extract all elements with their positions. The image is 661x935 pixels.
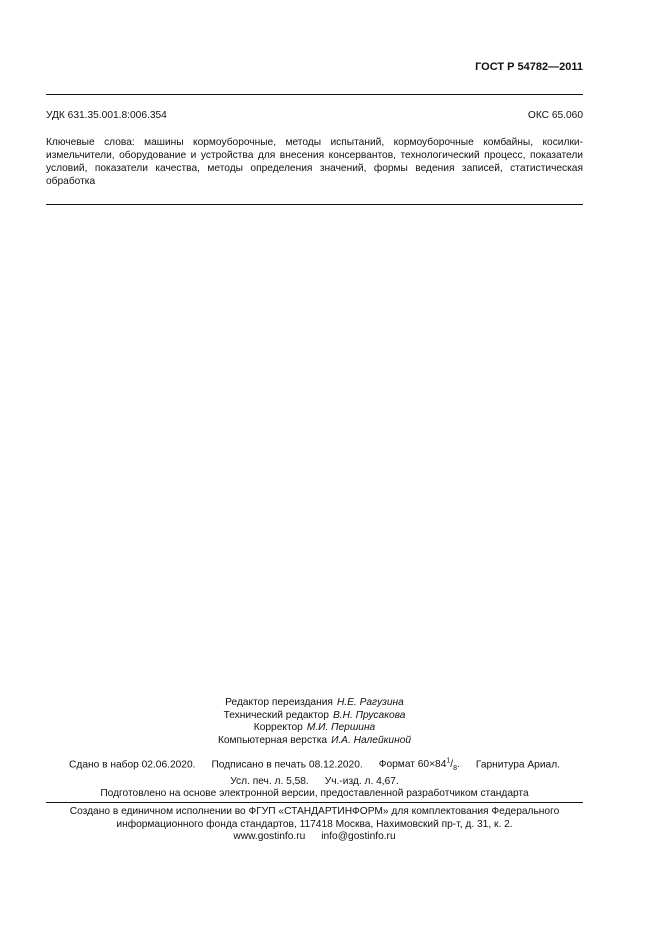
standard-number: ГОСТ Р 54782—2011 (475, 61, 583, 73)
keywords: Ключевые слова: машины кормоуборочные, методы испытаний, кормоуборочные комбайны, косилки-измельчители, оборудование и устройства для внесения консервантов, технологический процесс, показатели условий, показатели качества, методы определения значений, формы ведения записей, статистическая обработка (46, 137, 583, 187)
conventional-sheets: Усл. печ. л. 5,58. (230, 775, 309, 787)
signed-date: Подписано в печать 08.12.2020. (211, 759, 363, 771)
oks-code: ОКС 65.060 (527, 110, 583, 121)
print-info (46, 756, 583, 801)
publisher-footer (46, 806, 583, 844)
credit-role: Технический редактор (223, 709, 329, 721)
prepared-note: Подготовлено на основе электронной версии, предоставленной разработчиком стандарта (100, 788, 529, 800)
format-suffix: . (457, 759, 460, 771)
credit-name: М.И. Першина (306, 722, 376, 733)
divider (46, 94, 583, 95)
footer-line: информационного фонда стандартов, 117418 Москва, Нахимовский пр-т, д. 31, к. 2. (116, 818, 513, 830)
credit-name: И.А. Налейкиной (331, 734, 412, 746)
format-prefix: Формат 60×84 (378, 759, 447, 771)
credit-name: Н.Е. Рагузина (336, 697, 404, 708)
print-line-2 (46, 776, 583, 789)
credit-line (46, 735, 583, 748)
paper-format: Формат $60\times 84^1/_8$. (378, 758, 460, 773)
publishing-sheets: Уч.-изд. л. 4,67. (324, 775, 399, 787)
credit-line (46, 710, 583, 723)
format-denominator: 8 (453, 765, 458, 773)
divider (46, 204, 583, 205)
credit-role: Редактор переиздания (225, 697, 333, 708)
credit-role: Компьютерная верстка (217, 734, 328, 746)
credit-line (46, 722, 583, 735)
typeface: Гарнитура Ариал. (475, 759, 560, 771)
format-numerator: 1 (446, 758, 451, 765)
print-line-1 (46, 756, 583, 776)
credit-name: В.Н. Прусакова (332, 709, 406, 721)
submitted-date: Сдано в набор 02.06.2020. (69, 759, 196, 771)
website-link[interactable]: www.gostinfo.ru (233, 831, 306, 842)
udk-code: УДК 631.35.001.8:006.354 (46, 110, 167, 121)
divider (46, 802, 583, 803)
credit-role: Корректор (253, 722, 303, 733)
credits (46, 697, 583, 747)
credit-line (46, 697, 583, 710)
email-link[interactable]: info@gostinfo.ru (321, 831, 396, 842)
footer-contacts (46, 831, 583, 844)
footer-line: Создано в единичном исполнении во ФГУП «СТАНДАРТИНФОРМ» для комплектования Федерального (69, 806, 560, 817)
